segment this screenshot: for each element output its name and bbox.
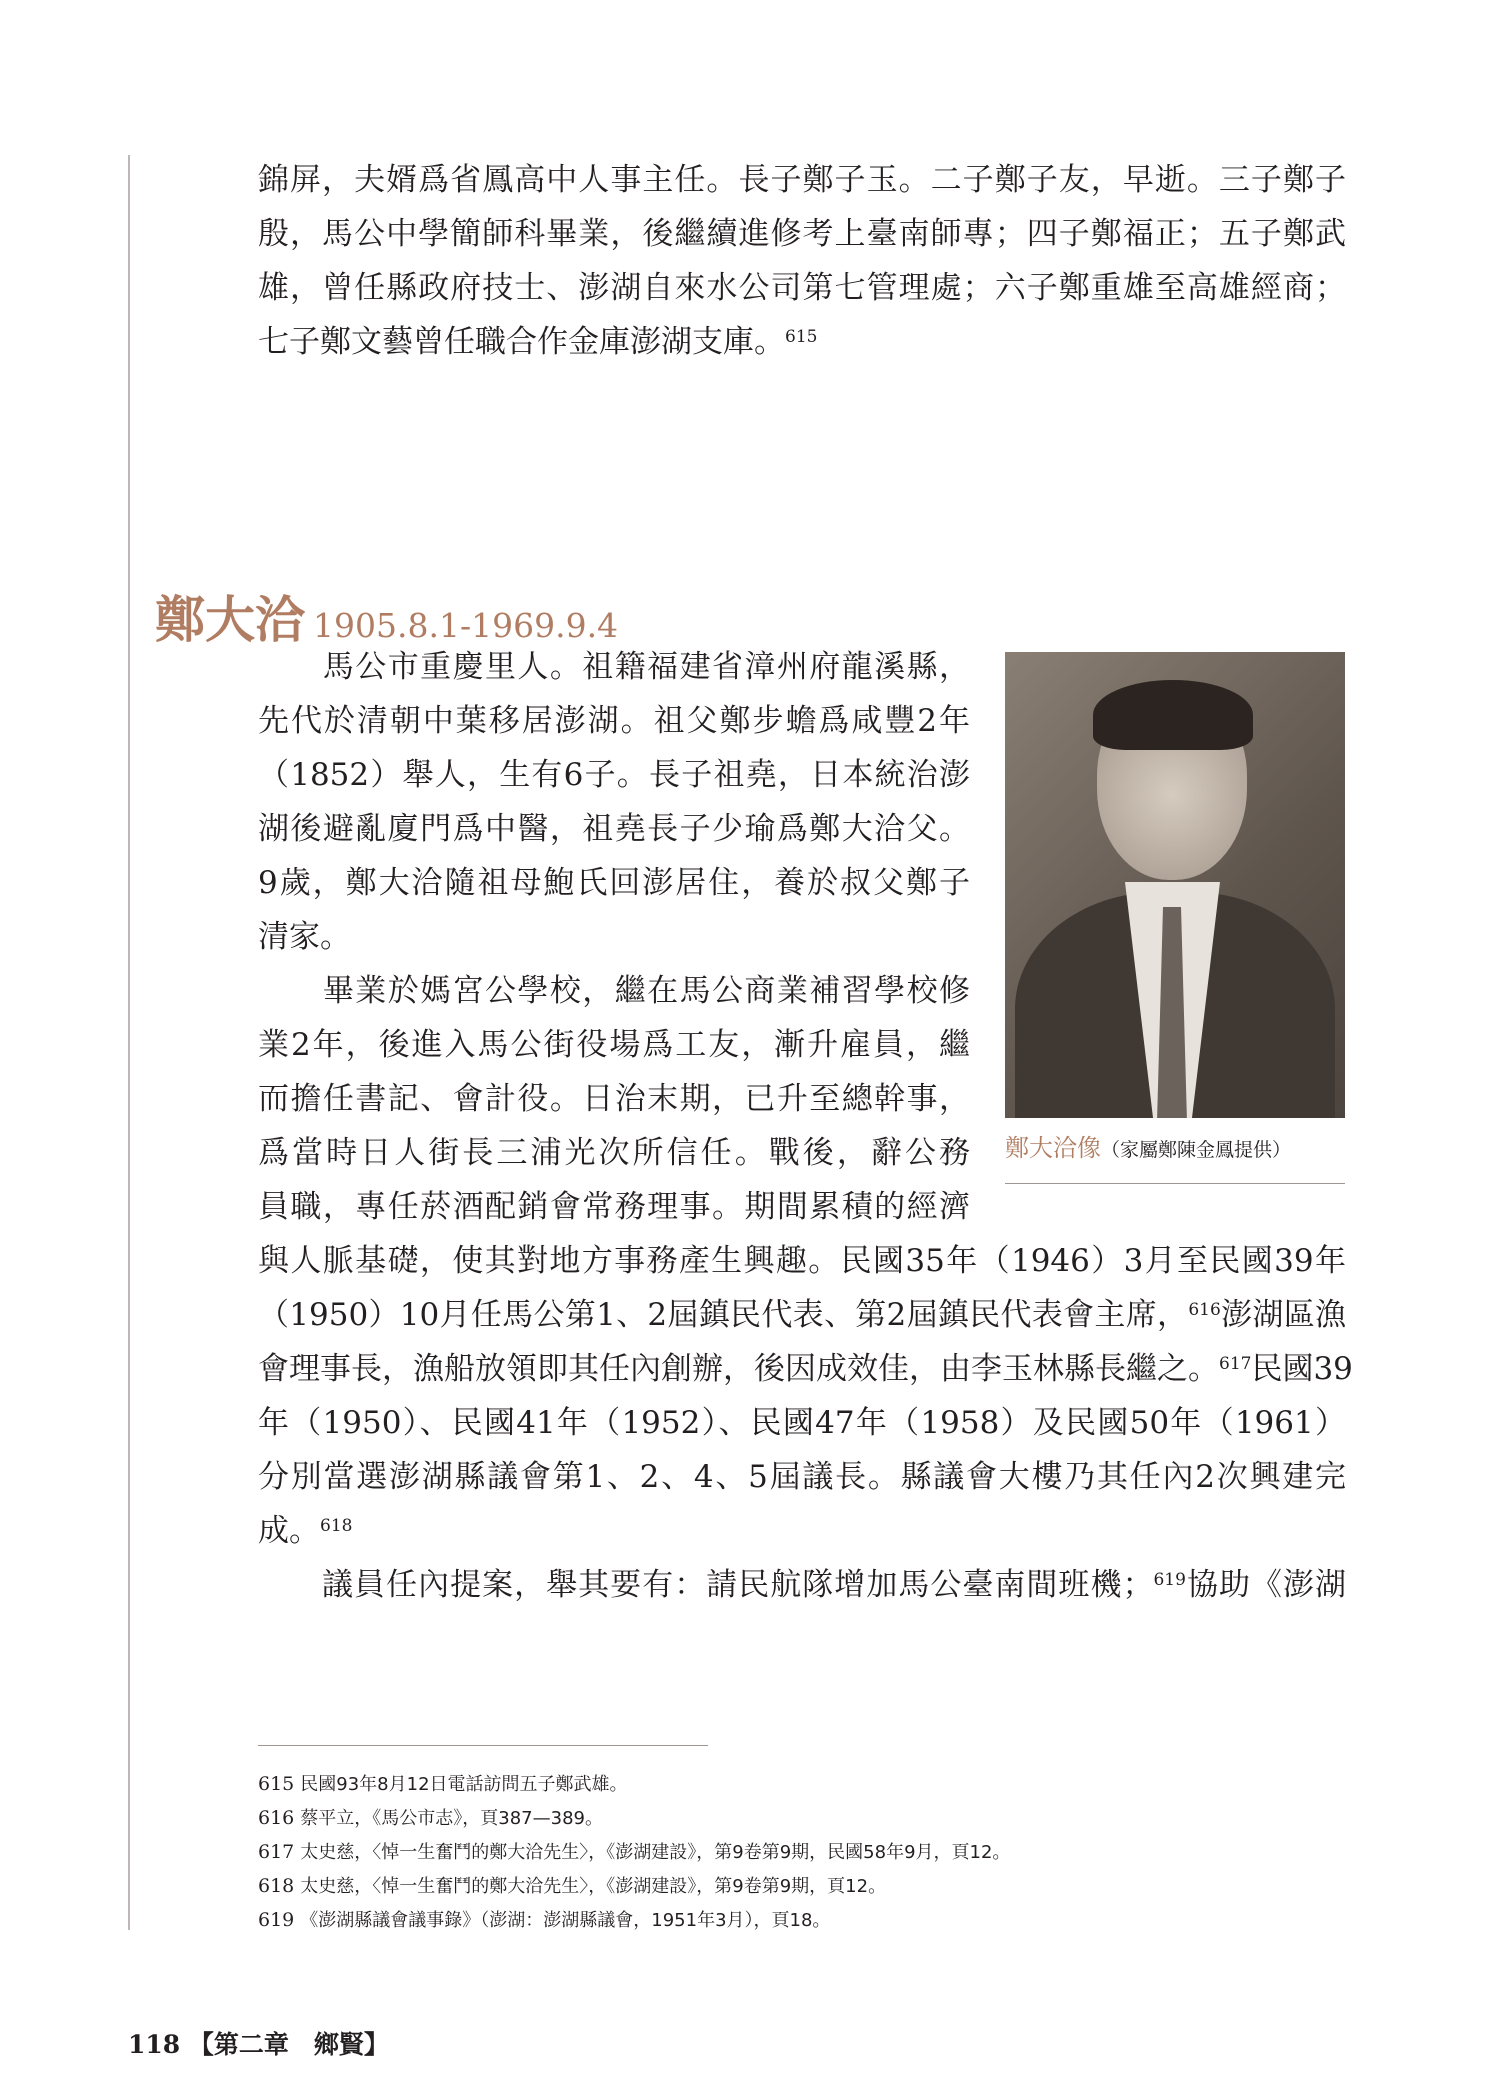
text-line: 分別當選澎湖縣議會第1、2、4、5屆議長。縣議會大樓乃其任內2次興建完 [258,1459,1346,1495]
text-line [258,322,1346,362]
text-line: 業2年，後進入馬公街役場爲工友，漸升雇員，繼 [258,1027,970,1063]
footnote [258,1838,1010,1864]
footnote-number: 618 [258,1875,295,1897]
entry-dates: 1905.8.1-1969.9.4 [313,606,619,645]
text: 會理事長，漁船放領即其任內創辦，後因成效佳，由李玉林縣長繼之。 [258,1351,1219,1387]
footnote-number: 615 [258,1773,295,1795]
footnote-text: 民國93年8月12日電話訪問五子鄭武雄。 [300,1774,628,1795]
text-line: 與人脈基礎，使其對地方事務產生興趣。民國35年（1946）3月至民國39年 [258,1243,1346,1279]
text-line: 錦屏，夫婿爲省鳳高中人事主任。長子鄭子玉。二子鄭子友，早逝。三子鄭子 [258,162,1346,198]
margin-rule [128,155,130,1930]
footnote-text: 太史慈，〈悼一生奮鬥的鄭大洽先生〉，《澎湖建設》，第9卷第9期，頁12。 [300,1876,887,1897]
photo-caption [1005,1128,1291,1163]
entry-name: 鄭大洽 [155,590,305,649]
footnote-ref: 618 [320,1516,353,1536]
chapter-label: 【第二章 鄉賢】 [188,2030,389,2059]
text-line: 畢業於媽宮公學校，繼在馬公商業補習學校修 [258,973,970,1009]
text: 民國39 [1251,1351,1353,1387]
footnote-number: 617 [258,1841,295,1863]
portrait-photo [1005,652,1345,1118]
page-number: 118 [128,2030,181,2059]
text-line [258,1565,1346,1605]
text-line: 而擔任書記、會計役。日治末期，已升至總幹事， [258,1081,970,1117]
footnote-ref: 616 [1188,1300,1221,1320]
text-line [258,1349,1353,1389]
text: 七子鄭文藝曾任職合作金庫澎湖支庫。 [258,324,785,360]
footnote-ref: 615 [785,327,818,347]
text-line [258,1295,1346,1335]
text-line: 清家。 [258,919,351,955]
text-line: 先代於清朝中葉移居澎湖。祖父鄭步蟾爲咸豐2年 [258,703,970,739]
footnote-number: 616 [258,1807,295,1829]
footnote [258,1770,628,1796]
footnote-ref: 619 [1153,1570,1186,1590]
text-line: （1852）舉人，生有6子。長子祖堯，日本統治澎 [258,757,970,793]
footnote [258,1872,886,1898]
caption-credit: （家屬鄭陳金鳳提供） [1101,1139,1292,1161]
text-line: 馬公市重慶里人。祖籍福建省漳州府龍溪縣， [258,649,970,685]
footnote-ref: 617 [1219,1354,1252,1374]
text: 成。 [258,1513,320,1549]
text-line: 殷，馬公中學簡師科畢業，後繼續進修考上臺南師專；四子鄭福正；五子鄭武 [258,216,1346,252]
text-line: 員職，專任菸酒配銷會常務理事。期間累積的經濟 [258,1189,970,1225]
caption-rule [1005,1183,1345,1184]
page-footer [128,2025,389,2061]
text-line: 9歲，鄭大洽隨祖母鮑氏回澎居住，養於叔父鄭子 [258,865,970,901]
caption-name: 鄭大洽像 [1005,1134,1101,1162]
text-line: 湖後避亂廈門爲中醫，祖堯長子少瑜爲鄭大洽父。 [258,811,970,847]
footnote [258,1906,830,1932]
footnote-rule [258,1745,708,1746]
text-line: 雄，曾任縣政府技士、澎湖自來水公司第七管理處；六子鄭重雄至高雄經商； [258,270,1346,306]
text: 議員任內提案，舉其要有：請民航隊增加馬公臺南間班機； [258,1567,1154,1603]
footnote-number: 619 [258,1909,295,1931]
footnote-text: 《澎湖縣議會議事錄》（澎湖：澎湖縣議會，1951年3月），頁18。 [300,1910,831,1931]
footnote [258,1804,603,1830]
text: 協助《澎湖 [1185,1567,1347,1603]
text: （1950）10月任馬公第1、2屆鎮民代表、第2屆鎮民代表會主席， [258,1297,1189,1333]
text-line: 爲當時日人街長三浦光次所信任。戰後，辭公務 [258,1135,970,1171]
text-line: 年（1950）、民國41年（1952）、民國47年（1958）及民國50年（1961） [258,1405,1346,1441]
entry-heading [155,580,618,652]
text-line [258,1511,1346,1551]
footnote-text: 蔡平立，《馬公市志》，頁387—389。 [300,1808,603,1829]
text: 澎湖區漁 [1220,1297,1346,1333]
footnote-text: 太史慈，〈悼一生奮鬥的鄭大洽先生〉，《澎湖建設》，第9卷第9期，民國58年9月，頁12。 [300,1842,1011,1863]
